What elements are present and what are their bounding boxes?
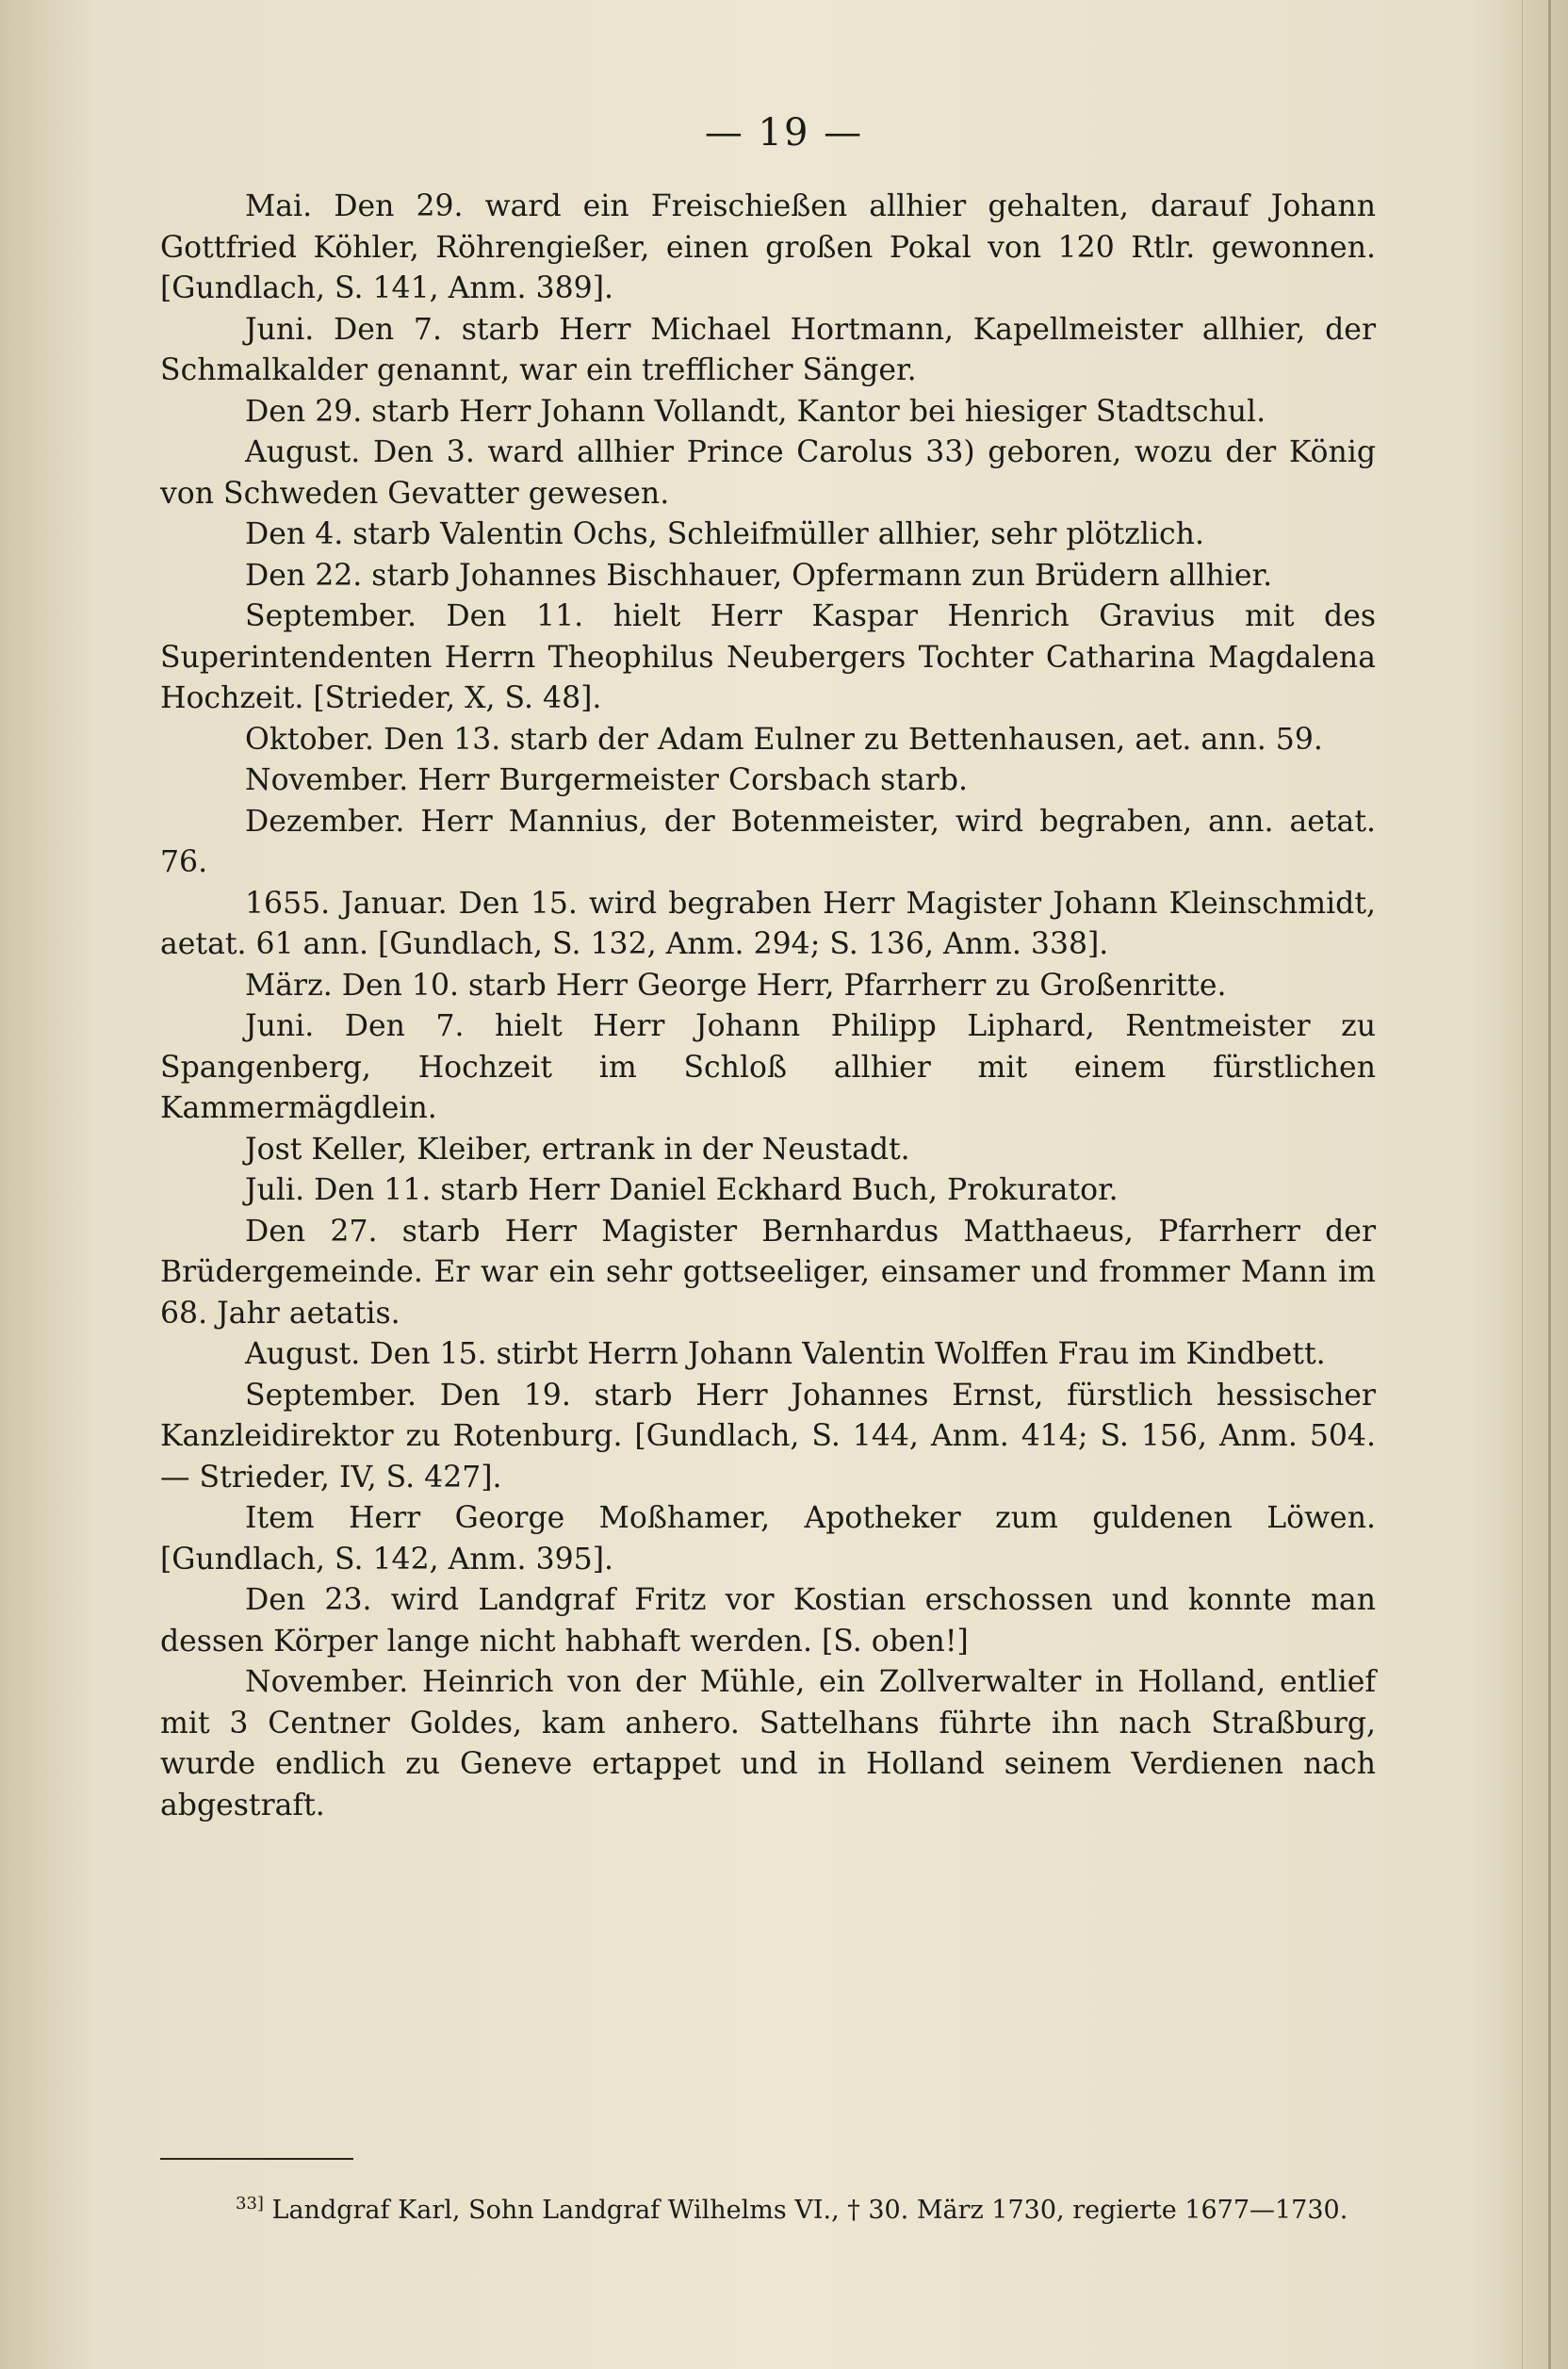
- paragraph: Juni. Den 7. hielt Herr Johann Philipp Liphard, Rentmeister zu Spangenberg, Hochzeit im Schloß allhier mit einem fürstlichen Kammermägdlein.: [160, 1009, 1376, 1125]
- paragraph: Den 29. starb Herr Johann Vollandt, Kantor bei hiesiger Stadtschul.: [245, 394, 1266, 429]
- footnote: [160, 2186, 1376, 2229]
- paragraph: Oktober. Den 13. starb der Adam Eulner zu Bettenhausen, aet. ann. 59.: [245, 722, 1323, 757]
- footnote-text: Landgraf Karl, Sohn Landgraf Wilhelms VI., † 30. März 1730, regierte 1677—1730.: [271, 2196, 1348, 2225]
- paragraph: August. Den 15. stirbt Herrn Johann Valentin Wolffen Frau im Kindbett.: [245, 1337, 1326, 1371]
- paragraph: November. Herr Burgermeister Corsbach starb.: [245, 763, 968, 797]
- footnote-number: 33]: [236, 2194, 264, 2214]
- paragraph: Den 27. starb Herr Magister Bernhardus Matthaeus, Pfarrherr der Brüdergemeinde. Er war ein sehr gottseeliger, einsamer und frommer Mann im 68. Jahr aetatis.: [160, 1214, 1376, 1331]
- paragraph: Juli. Den 11. starb Herr Daniel Eckhard Buch, Prokurator.: [245, 1173, 1119, 1207]
- paragraph: Jost Keller, Kleiber, ertrank in der Neustadt.: [245, 1132, 910, 1167]
- paragraph: Den 22. starb Johannes Bischhauer, Opfermann zun Brüdern allhier.: [245, 558, 1273, 593]
- paragraph: Mai. Den 29. ward ein Freischießen allhier gehalten, darauf Johann Gottfried Köhler, Röhrengießer, einen großen Pokal von 120 Rtlr. gewonnen. [Gundlach, S. 141, Anm. 389].: [160, 189, 1376, 305]
- paragraph: Den 4. starb Valentin Ochs, Schleifmüller allhier, sehr plötzlich.: [245, 517, 1204, 551]
- paragraph: September. Den 19. starb Herr Johannes Ernst, fürstlich hessischer Kanzleidirektor zu Rotenburg. [Gundlach, S. 144, Anm. 414; S. 156, Anm. 504. — Strieder, IV, S. 427].: [160, 1378, 1376, 1495]
- paragraph: März. Den 10. starb Herr George Herr, Pfarrherr zu Großenritte.: [245, 968, 1227, 1003]
- page-edge-inner: [1522, 0, 1523, 2369]
- page-number: — 19 —: [704, 111, 864, 155]
- paragraph: Den 23. wird Landgraf Fritz vor Kostian erschossen und konnte man dessen Körper lange nicht habhaft werden. [S. oben!]: [160, 1583, 1376, 1658]
- paragraph: August. Den 3. ward allhier Prince Carolus 33) geboren, wozu der König von Schweden Gevatter gewesen.: [160, 435, 1376, 511]
- paragraph: September. Den 11. hielt Herr Kaspar Henrich Gravius mit des Superintendenten Herrn Theophilus Neubergers Tochter Catharina Magdalena Hochzeit. [Strieder, X, S. 48].: [160, 599, 1376, 715]
- footnote-divider: [160, 2158, 353, 2160]
- paragraph: Item Herr George Moßhamer, Apotheker zum guldenen Löwen. [Gundlach, S. 142, Anm. 395].: [160, 1501, 1376, 1577]
- page-body: [160, 187, 1376, 1826]
- paragraph: Dezember. Herr Mannius, der Botenmeister, wird begraben, ann. aetat. 76.: [160, 804, 1376, 879]
- paragraph: 1655. Januar. Den 15. wird begraben Herr Magister Johann Kleinschmidt, aetat. 61 ann. [Gundlach, S. 132, Anm. 294; S. 136, Anm. 338].: [160, 886, 1376, 961]
- paragraph: Juni. Den 7. starb Herr Michael Hortmann, Kapellmeister allhier, der Schmalkalder genannt, war ein trefflicher Sänger.: [160, 312, 1376, 387]
- page-edge: [1548, 0, 1551, 2369]
- paragraph: November. Heinrich von der Mühle, ein Zollverwalter in Holland, entlief mit 3 Centner Goldes, kam anhero. Sattelhans führte ihn nach Straßburg, wurde endlich zu Geneve ertappet und in Holland seinem Verdienen nach abgestraft.: [160, 1665, 1376, 1822]
